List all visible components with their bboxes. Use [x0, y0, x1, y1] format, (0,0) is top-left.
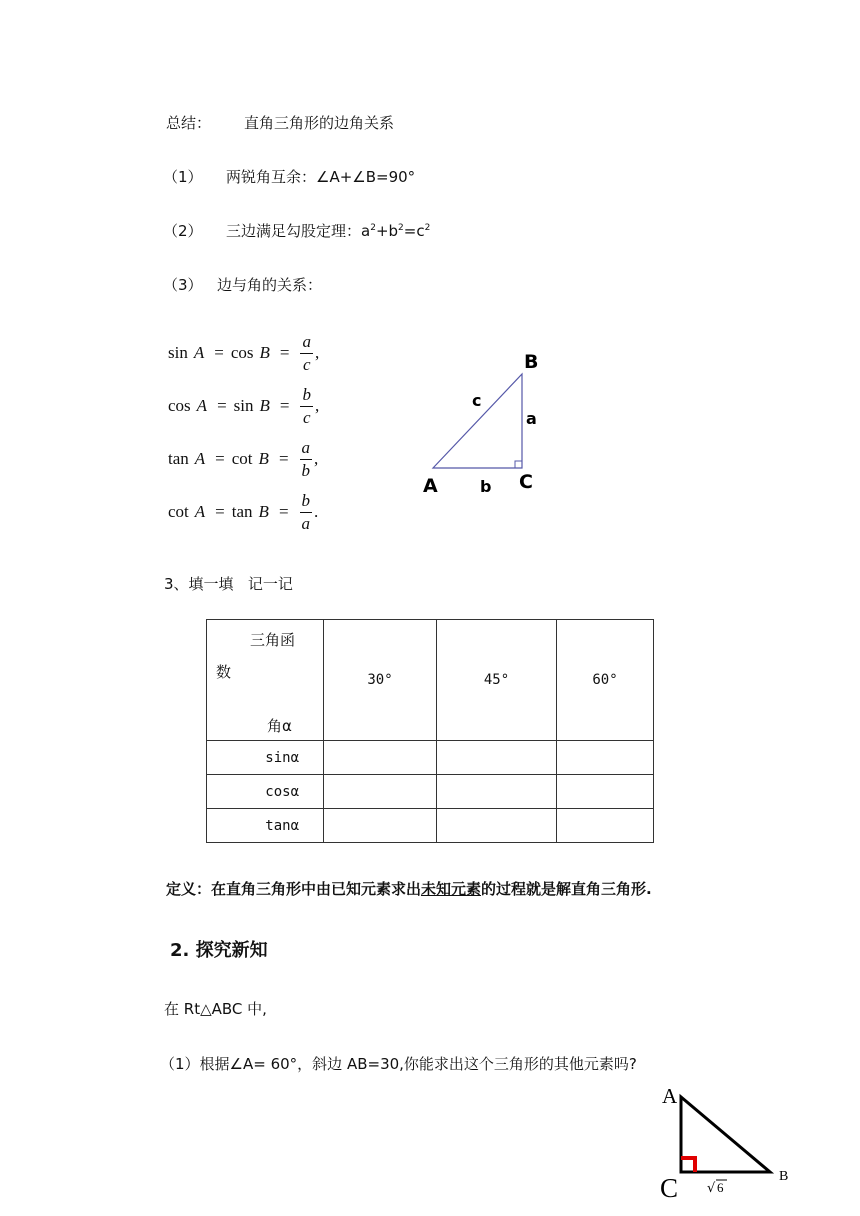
- fraction: [300, 490, 313, 535]
- corner-text-mid: 数: [216, 663, 232, 681]
- angle-var: A: [193, 343, 205, 362]
- table-row-sin: [207, 741, 654, 775]
- angle-header-30: 30°: [324, 620, 437, 741]
- numerator: b: [300, 490, 313, 513]
- right-angle-mark: [515, 461, 522, 468]
- item-3-number: （3）: [163, 276, 203, 294]
- func-name: cos: [168, 396, 191, 415]
- table-header-row: [207, 620, 654, 741]
- blank-cell[interactable]: [324, 741, 437, 775]
- formula-cos-a: [168, 381, 319, 431]
- item-2-text-mid2: =c: [403, 222, 425, 240]
- equals: =: [215, 502, 225, 521]
- equals: =: [214, 343, 224, 362]
- func-name: sin: [168, 343, 188, 362]
- angle-header-60: 60°: [557, 620, 654, 741]
- equals: =: [279, 396, 290, 415]
- item-2-text-mid1: +b: [375, 222, 399, 240]
- angle-var: B: [258, 449, 269, 468]
- right-angle-mark: [681, 1158, 695, 1172]
- corner-text-bottom: 角α: [267, 717, 292, 735]
- blank-cell[interactable]: [557, 741, 654, 775]
- blank-cell[interactable]: [437, 775, 557, 809]
- superscript: 2: [370, 223, 376, 233]
- superscript: 2: [424, 223, 431, 233]
- angle-header-45: 45°: [437, 620, 557, 741]
- summary-label: 总结：: [166, 114, 212, 132]
- punct: ,: [314, 396, 320, 415]
- fraction: [300, 384, 313, 429]
- func-name: sin: [233, 396, 254, 415]
- formula-tan-a: [168, 434, 318, 484]
- vertex-label-b: B: [524, 351, 539, 373]
- angle-var: A: [194, 449, 206, 468]
- numerator: b: [300, 384, 313, 407]
- item-2-number: （2）: [163, 222, 203, 240]
- equals: =: [215, 449, 225, 468]
- punct: ,: [314, 343, 320, 362]
- angle-var: A: [194, 502, 206, 521]
- row-label-tan: tanα: [207, 809, 324, 843]
- side-label-c: c: [472, 391, 482, 410]
- blank-cell[interactable]: [324, 809, 437, 843]
- triangle-shape: [433, 374, 522, 468]
- definition-underlined: 未知元素: [421, 880, 482, 898]
- item-2-text-prefix: 三边满足勾股定理：a: [226, 222, 371, 240]
- row-label-sin: sinα: [207, 741, 324, 775]
- blank-cell[interactable]: [557, 809, 654, 843]
- side-label-sqrt6: 6: [717, 1180, 724, 1195]
- func-name: tan: [231, 502, 253, 521]
- section-2-heading: 2. 探究新知: [170, 940, 268, 961]
- punct: .: [314, 502, 319, 521]
- denominator: c: [302, 407, 311, 427]
- vertex-label-a: A: [423, 475, 438, 497]
- fill-in-heading: 3、填一填 记一记: [164, 575, 293, 593]
- equals: =: [278, 502, 289, 521]
- corner-text-top: 三角函: [250, 631, 296, 649]
- func-name: cos: [230, 343, 254, 362]
- angle-var: B: [259, 343, 270, 362]
- angle-var: B: [259, 396, 270, 415]
- blank-cell[interactable]: [557, 775, 654, 809]
- table-corner-cell: [207, 620, 324, 741]
- side-label-a: a: [526, 409, 537, 428]
- angle-var: A: [196, 396, 208, 415]
- definition-prefix: 定义：在直角三角形中由已知元素求出: [166, 880, 422, 898]
- formula-cot-a: [168, 487, 318, 537]
- denominator: a: [301, 513, 311, 533]
- side-label-b: b: [480, 477, 492, 496]
- trig-values-table: [206, 619, 654, 843]
- angle-var: B: [258, 502, 269, 521]
- equals: =: [217, 396, 227, 415]
- numerator: a: [300, 331, 313, 354]
- item-2-text: [226, 220, 430, 241]
- func-name: cot: [231, 449, 253, 468]
- vertex-label-a: A: [662, 1084, 678, 1108]
- context-text: 在 Rt△ABC 中,: [164, 1000, 267, 1018]
- fraction: [300, 331, 313, 376]
- blank-cell[interactable]: [437, 741, 557, 775]
- definition-text: [166, 878, 652, 899]
- punct: ,: [314, 449, 319, 468]
- vertex-label-c: C: [660, 1173, 679, 1203]
- blank-cell[interactable]: [324, 775, 437, 809]
- item-1-text: 两锐角互余：∠A+∠B=90°: [226, 168, 416, 186]
- right-triangle-abc-diagram: [655, 1080, 795, 1205]
- denominator: c: [302, 354, 311, 374]
- numerator: a: [300, 437, 313, 460]
- table-row-cos: [207, 775, 654, 809]
- summary-title: 直角三角形的边角关系: [244, 114, 395, 132]
- item-1-number: （1）: [163, 168, 203, 186]
- sqrt-sign: √: [707, 1181, 716, 1196]
- question-1: （1）根据∠A= 60°，斜边 AB=30,你能求出这个三角形的其他元素吗?: [160, 1055, 637, 1073]
- right-triangle-diagram: [410, 340, 550, 500]
- vertex-label-b: B: [779, 1169, 789, 1184]
- table-row-tan: [207, 809, 654, 843]
- superscript: 2: [398, 223, 404, 233]
- definition-suffix: 的过程就是解直角三角形.: [481, 880, 652, 898]
- formula-sin-a: [168, 328, 319, 378]
- denominator: b: [301, 460, 311, 480]
- fraction: [300, 437, 313, 482]
- vertex-label-c: C: [519, 471, 533, 493]
- item-3-text: 边与角的关系：: [217, 276, 323, 294]
- blank-cell[interactable]: [437, 809, 557, 843]
- func-name: cot: [168, 502, 189, 521]
- equals: =: [279, 343, 290, 362]
- func-name: tan: [168, 449, 189, 468]
- equals: =: [278, 449, 289, 468]
- row-label-cos: cosα: [207, 775, 324, 809]
